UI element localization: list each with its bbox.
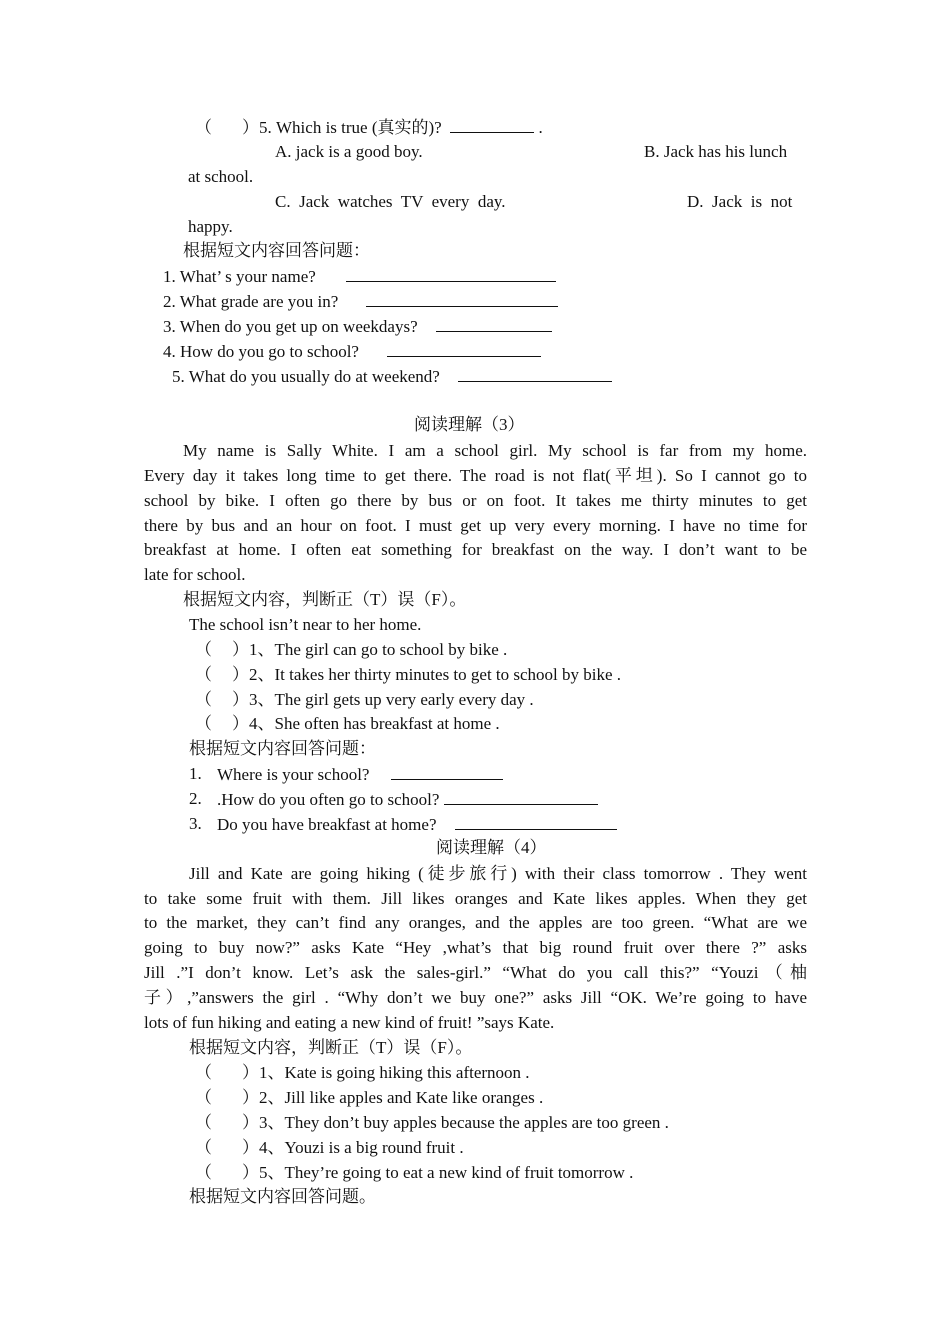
statement: The school isn’t near to her home. — [189, 615, 422, 634]
tf-heading: 根据短文内容，判断正（T）误（F）。 — [183, 590, 467, 609]
reading-4-line: going to buy now?” asks Kate “Hey ,what’s that big round fruit over there ?” asks — [144, 938, 807, 957]
question-4: 4. How do you go to school? — [163, 341, 541, 362]
question-number: 3. — [189, 814, 202, 833]
question-2: .How do you often go to school? — [217, 789, 598, 810]
reading-3-line: school by bike. I often go there by bus or on foot. It takes me thirty minutes to get — [144, 491, 807, 510]
answer-blank[interactable] — [444, 789, 598, 805]
paren-close: ） — [242, 118, 259, 137]
tf-item: （ ）1、The girl can go to school by bike . — [195, 640, 508, 659]
q5-answer-blank[interactable] — [450, 117, 534, 133]
paren-open: （ — [195, 118, 212, 137]
question-number: 2. — [189, 789, 202, 808]
question-3: 3. When do you get up on weekdays? — [163, 316, 552, 337]
tf-item: （ ）5、They’re going to eat a new kind of fruit tomorrow . — [195, 1163, 634, 1182]
tf-item: （ ）4、Youzi is a big round fruit . — [195, 1138, 464, 1157]
reading-4-line: lots of fun hiking and eating a new kind of fruit! ”says Kate. — [144, 1013, 555, 1032]
answer-blank[interactable] — [346, 266, 556, 282]
reading-3-line: late for school. — [144, 565, 246, 584]
option-d: D. Jack is not — [687, 192, 793, 211]
reading-3-line: Every day it takes long time to get there. The road is not flat(平坦). So I cannot go to — [144, 466, 807, 485]
tf-heading: 根据短文内容，判断正（T）误（F）。 — [189, 1038, 473, 1057]
reading-4-line: to the market, they can’t find any oranges, and the apples are too green. “What are we — [144, 913, 807, 932]
tf-item: （ ）3、They don’t buy apples because the apples are too green . — [195, 1113, 669, 1132]
answer-heading: 根据短文内容回答问题。 — [189, 1187, 376, 1206]
question-1: Where is your school? — [217, 764, 503, 785]
reading-4-line: Jill .”I don’t know. Let’s ask the sales-girl.” “What do you call this?” “Youzi（柚 — [144, 963, 807, 982]
reading-4-line: 子）,”answers the girl . “Why don’t we buy one?” asks Jill “OK. We’re going to have — [144, 988, 807, 1007]
reading-4-title: 阅读理解（4） — [436, 838, 547, 857]
question-2: 2. What grade are you in? — [163, 291, 558, 312]
answer-blank[interactable] — [455, 814, 617, 830]
tf-item: （ ）1、Kate is going hiking this afternoon . — [195, 1063, 530, 1082]
reading-3-line: My name is Sally White. I am a school girl. My school is far from my home. — [183, 441, 807, 460]
answer-heading: 根据短文内容回答问题： — [189, 739, 376, 758]
q5-line: （ ）5. Which is true (真实的)? . — [195, 118, 543, 137]
option-b: B. Jack has his lunch — [644, 142, 788, 161]
option-c: C. Jack watches TV every day. — [275, 192, 506, 211]
question-number: 1. — [189, 764, 202, 783]
reading-3-title: 阅读理解（3） — [414, 415, 525, 434]
tf-item: （ ）2、It takes her thirty minutes to get to school by bike . — [195, 665, 622, 684]
answer-blank[interactable] — [436, 316, 552, 332]
tf-item: （ ）3、The girl gets up very early every day . — [195, 690, 534, 709]
answer-heading: 根据短文内容回答问题： — [183, 241, 370, 260]
reading-3-line: there by bus and an hour on foot. I must get up very every morning. I have no time for — [144, 516, 807, 535]
reading-4-line: to take some fruit with them. Jill likes oranges and Kate likes apples. When they get — [144, 889, 807, 908]
reading-3-line: breakfast at home. I often eat something for breakfast on the way. I don’t want to be — [144, 540, 807, 559]
answer-blank[interactable] — [387, 341, 541, 357]
tf-item: （ ）2、Jill like apples and Kate like oranges . — [195, 1088, 544, 1107]
option-a: A. jack is a good boy. — [275, 142, 423, 161]
tf-item: （ ）4、She often has breakfast at home . — [195, 714, 500, 733]
q5-text: 5. Which is true (真实的)? — [259, 118, 442, 137]
answer-blank[interactable] — [366, 291, 558, 307]
question-5: 5. What do you usually do at weekend? — [172, 366, 612, 387]
question-3: Do you have breakfast at home? — [217, 814, 617, 835]
answer-blank[interactable] — [391, 764, 503, 780]
option-d-cont: happy. — [188, 217, 233, 236]
option-b-cont: at school. — [188, 167, 254, 186]
reading-4-line: Jill and Kate are going hiking (徒步旅行) with their class tomorrow . They went — [189, 864, 807, 883]
question-1: 1. What’ s your name? — [163, 266, 556, 287]
answer-blank[interactable] — [458, 366, 612, 382]
